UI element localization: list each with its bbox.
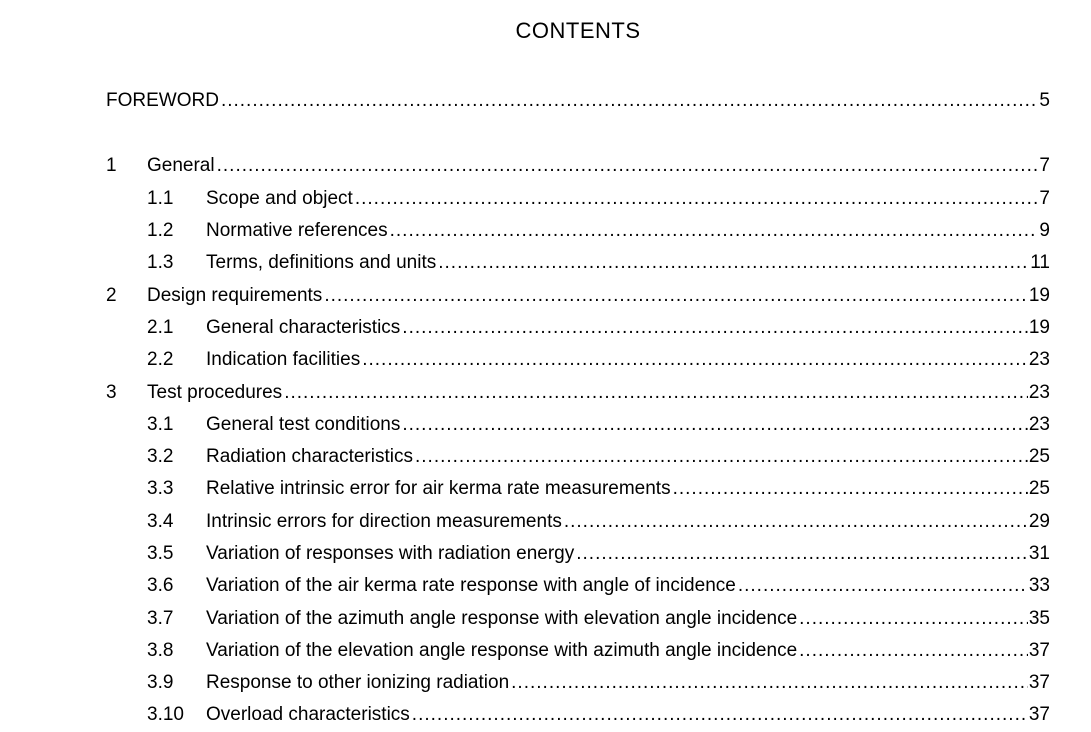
toc-entry-page: 29	[1028, 510, 1050, 532]
toc-entry-page: 23	[1028, 381, 1050, 403]
toc-entry-3-4[interactable]	[106, 506, 1050, 538]
toc-entry-page: 31	[1028, 543, 1050, 564]
toc-entry-page: 35	[1028, 607, 1050, 629]
toc-entry-number: 1.2	[147, 220, 174, 242]
toc-entry-label: Variation of responses with radiation energy	[206, 543, 575, 564]
toc-entry-label: Design requirements	[147, 284, 323, 306]
toc-leader-dots	[402, 317, 1028, 339]
toc-entry-label: General	[147, 155, 215, 177]
toc-entry-label: Response to other ionizing radiation	[206, 672, 510, 694]
toc-entry-label: General characteristics	[206, 316, 401, 338]
toc-entry-page: 33	[1028, 575, 1050, 597]
toc-entry-number: 3.3	[147, 478, 174, 500]
toc-leader-dots	[390, 220, 1039, 242]
toc-entry-page: 19	[1028, 284, 1050, 306]
toc-entry-page: 5	[1039, 90, 1050, 112]
page-title: CONTENTS	[515, 18, 641, 43]
toc-entry-number: 3	[106, 381, 117, 403]
toc-entry-number: 3.6	[147, 575, 174, 597]
toc-entry-label: Radiation characteristics	[206, 446, 413, 468]
toc-entry-label: Overload characteristics	[206, 704, 410, 726]
toc-entry-page: 11	[1030, 252, 1050, 274]
toc-entry-page: 25	[1028, 446, 1050, 468]
toc-entry-number: 3.1	[147, 413, 174, 435]
toc-entry-2[interactable]	[106, 279, 1050, 311]
toc-entry-page: 37	[1028, 704, 1050, 726]
toc-entry-label: Relative intrinsic error for air kerma rate measurements	[206, 478, 671, 500]
toc-leader-dots	[221, 90, 1038, 112]
toc-entry-3-1[interactable]	[106, 409, 1050, 441]
toc-entry-page: 7	[1039, 187, 1050, 209]
toc-entry-label: Scope and object	[206, 187, 353, 209]
toc-leader-dots	[564, 511, 1028, 533]
toc-leader-dots	[355, 188, 1039, 210]
toc-entry-number: 2.2	[147, 349, 174, 371]
toc-entry-label: Indication facilities	[206, 349, 361, 371]
toc-entry-1-3[interactable]	[106, 247, 1050, 279]
toc-entry-number: 3.10	[147, 704, 184, 726]
toc-entry-page: 23	[1028, 413, 1050, 435]
toc-leader-dots	[415, 446, 1028, 468]
toc-entry-page: 7	[1039, 155, 1050, 177]
toc-entry-label: FOREWORD	[106, 90, 219, 112]
toc-entry-3-10[interactable]	[106, 699, 1050, 731]
toc-entry-number: 3.4	[147, 510, 174, 532]
toc-entry-2-2[interactable]	[106, 344, 1050, 376]
toc-entry-number: 1	[106, 155, 117, 177]
table-of-contents	[106, 85, 1050, 732]
toc-entry-number: 3.7	[147, 607, 174, 629]
toc-leader-dots	[576, 543, 1028, 565]
toc-entry-number: 1.1	[147, 187, 174, 209]
toc-entry-3-9[interactable]	[106, 667, 1050, 699]
toc-entry-3-7[interactable]	[106, 602, 1050, 634]
toc-entry-number: 1.3	[147, 252, 174, 274]
toc-entry-3[interactable]	[106, 376, 1050, 408]
toc-leader-dots	[284, 382, 1028, 404]
toc-entry-page: 37	[1028, 672, 1050, 694]
toc-entry-foreword[interactable]	[106, 85, 1050, 117]
toc-entry-page: 9	[1039, 220, 1050, 242]
toc-entry-page: 23	[1028, 349, 1050, 371]
toc-entry-1[interactable]	[106, 150, 1050, 182]
toc-entry-label: General test conditions	[206, 413, 401, 435]
toc-leader-dots	[362, 349, 1028, 371]
toc-leader-dots	[511, 672, 1028, 694]
toc-leader-dots	[412, 704, 1028, 726]
toc-leader-dots	[402, 414, 1028, 436]
toc-entry-3-5[interactable]	[106, 538, 1050, 570]
toc-entry-1-2[interactable]	[106, 215, 1050, 247]
toc-entry-number: 3.2	[147, 446, 174, 468]
toc-entry-3-6[interactable]	[106, 570, 1050, 602]
toc-entry-number: 2.1	[147, 316, 174, 338]
toc-entry-label: Normative references	[206, 220, 388, 242]
toc-leader-dots	[799, 640, 1028, 662]
toc-entry-number: 2	[106, 284, 117, 306]
toc-entry-label: Variation of the azimuth angle response with elevation angle incidence	[206, 607, 798, 629]
toc-entry-page: 19	[1028, 316, 1050, 338]
toc-leader-dots	[799, 608, 1028, 630]
toc-leader-dots	[673, 478, 1028, 500]
toc-entry-label: Intrinsic errors for direction measurements	[206, 510, 562, 532]
toc-entry-number: 3.5	[147, 543, 174, 564]
toc-entry-number: 3.8	[147, 639, 174, 661]
toc-entry-2-1[interactable]	[106, 312, 1050, 344]
toc-entry-number: 3.9	[147, 672, 174, 694]
toc-entry-3-3[interactable]	[106, 473, 1050, 505]
toc-entry-3-2[interactable]	[106, 441, 1050, 473]
toc-entry-page: 37	[1028, 639, 1050, 661]
toc-leader-dots	[217, 155, 1039, 177]
toc-leader-dots	[738, 575, 1028, 597]
toc-entry-page: 25	[1028, 478, 1050, 500]
toc-entry-label: Terms, definitions and units	[206, 252, 437, 274]
toc-leader-dots	[324, 285, 1028, 307]
toc-leader-dots	[438, 252, 1029, 274]
toc-entry-1-1[interactable]	[106, 183, 1050, 215]
toc-entry-3-8[interactable]	[106, 635, 1050, 667]
toc-entry-label: Test procedures	[147, 381, 283, 403]
toc-entry-label: Variation of the elevation angle response with azimuth angle incidence	[206, 639, 798, 661]
toc-entry-label: Variation of the air kerma rate response with angle of incidence	[206, 575, 736, 597]
